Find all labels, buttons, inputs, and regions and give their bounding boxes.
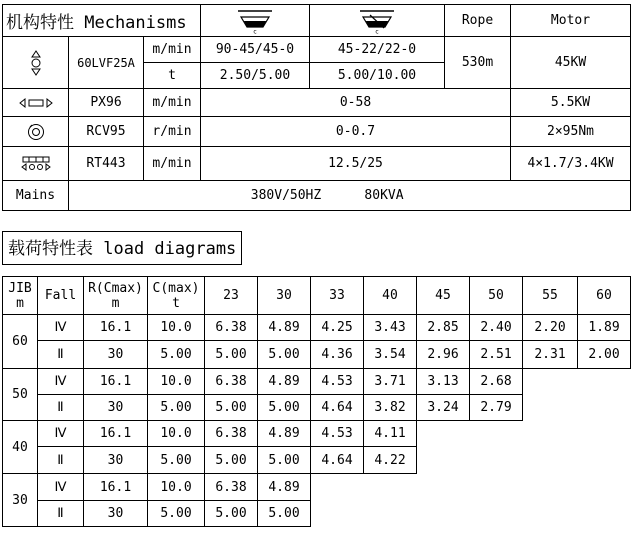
jib-value: 50 (12, 387, 28, 402)
slewing-icon (3, 117, 68, 146)
load-value: 5.00 (215, 452, 247, 468)
svg-text:c: c (253, 28, 257, 34)
load-value: 5.00 (215, 347, 247, 362)
hoist-load-unit: t (168, 68, 176, 83)
jib-value: 30 (12, 492, 28, 508)
c-max-value: 5.00 (160, 452, 192, 468)
load-value: 5.00 (268, 400, 300, 415)
load-value: 4.89 (268, 479, 300, 495)
c-max-value: 10.0 (160, 479, 192, 495)
hoist-speed-unit: m/min (152, 42, 192, 57)
fall-value: Ⅱ (57, 400, 64, 415)
mains-voltage: 380V/50HZ (250, 188, 322, 203)
r-cmax-value: 30 (107, 506, 124, 521)
hoist-speed-1: 90-45/45-0 (215, 42, 295, 57)
fall-value: Ⅳ (54, 320, 67, 335)
slewing-value: 0-0.7 (335, 124, 376, 139)
rope-header: Rope (461, 13, 494, 28)
hoist-speed-icon-2 (310, 5, 444, 36)
load-value: 4.64 (321, 452, 353, 468)
load-value: 2.85 (427, 320, 459, 335)
svg-text:c: c (375, 28, 379, 34)
load-value: 4.22 (374, 452, 406, 468)
travel-motor: 4×1.7/3.4KW (527, 156, 614, 171)
radius-header: 40 (382, 288, 398, 303)
c-max-value: 10.0 (160, 426, 192, 441)
load-value: 2.31 (534, 347, 566, 362)
hoist-load-2: 5.00/10.00 (337, 68, 417, 83)
hoist-model: 60LVF25A (77, 55, 135, 70)
radius-header: 45 (435, 288, 451, 303)
r-cmax-value: 30 (107, 347, 124, 362)
load-value: 4.53 (321, 426, 353, 441)
fall-value: Ⅱ (57, 506, 64, 521)
c-max-header-line-1: C(max) (152, 280, 200, 296)
jib-header-line-2: m (16, 295, 24, 311)
c-max-header-line-2: t (172, 295, 180, 311)
travel-value: 12.5/25 (328, 156, 383, 171)
radius-header: 23 (223, 288, 239, 303)
load-value: 3.24 (427, 400, 459, 415)
load-value: 4.89 (268, 426, 300, 441)
slewing-model: RCV95 (86, 124, 126, 139)
c-max-value: 10.0 (160, 320, 192, 335)
load-value: 5.00 (215, 400, 247, 415)
c-max-header (148, 277, 204, 314)
r-cmax-value: 16.1 (99, 320, 132, 335)
jib-header-line-1: JIB (8, 280, 32, 296)
radius-header: 55 (542, 288, 558, 303)
load-value: 4.11 (374, 426, 406, 441)
fall-value: Ⅳ (54, 426, 67, 441)
jib-value: 40 (12, 439, 28, 455)
fall-value: Ⅳ (54, 374, 67, 389)
r-cmax-header-line-2: m (111, 295, 120, 311)
trolley-model: PX96 (90, 95, 122, 110)
c-max-value: 10.0 (160, 374, 192, 389)
travel-unit: m/min (152, 156, 192, 171)
hoist-rope: 530m (461, 55, 494, 70)
hoist-speed-2: 45-22/22-0 (337, 42, 417, 57)
load-value: 4.89 (268, 374, 300, 389)
radius-header: 50 (488, 288, 504, 303)
hoist-motor: 45KW (554, 55, 587, 70)
travel-icon (3, 147, 68, 180)
fall-value: Ⅱ (57, 452, 64, 468)
load-value: 4.53 (321, 374, 353, 389)
load-value: 6.38 (215, 479, 247, 495)
load-value: 6.38 (215, 320, 247, 335)
load-value: 3.54 (374, 347, 406, 362)
r-cmax-value: 30 (107, 452, 124, 468)
jib-header (3, 277, 37, 314)
load-value: 2.20 (534, 320, 566, 335)
fall-header: Fall (44, 288, 77, 303)
hoist-speed-icon-1 (201, 5, 309, 36)
travel-model: RT443 (86, 156, 126, 171)
radius-header: 33 (329, 288, 345, 303)
trolley-motor: 5.5KW (550, 95, 591, 110)
c-max-value: 5.00 (160, 400, 192, 415)
jib-value: 60 (12, 334, 28, 349)
hoist-icon (3, 37, 68, 88)
r-cmax-value: 16.1 (99, 479, 132, 495)
load-value: 1.89 (588, 320, 620, 335)
mechanisms-title: 机构特性 Mechanisms (6, 13, 187, 33)
fall-value: Ⅱ (57, 347, 64, 362)
radius-header: 30 (276, 288, 292, 303)
load-value: 5.00 (268, 506, 300, 521)
mains-power: 80KVA (364, 188, 404, 203)
load-value: 4.89 (268, 320, 300, 335)
radius-header: 60 (596, 288, 612, 303)
c-max-value: 5.00 (160, 506, 192, 521)
trolley-unit: m/min (152, 95, 192, 110)
load-value: 5.00 (215, 506, 247, 521)
r-cmax-value: 30 (107, 400, 124, 415)
slewing-motor: 2×95Nm (547, 124, 594, 139)
trolley-icon (3, 89, 68, 116)
r-cmax-value: 16.1 (99, 374, 132, 389)
c-max-value: 5.00 (160, 347, 192, 362)
load-value: 2.68 (480, 374, 512, 389)
slewing-unit: r/min (152, 124, 192, 139)
load-value: 6.38 (215, 374, 247, 389)
load-value: 2.51 (480, 347, 512, 362)
r-cmax-header-line-1: R(Cmax) (88, 280, 143, 296)
hoist-load-1: 2.50/5.00 (219, 68, 291, 83)
load-value: 4.36 (321, 347, 353, 362)
load-value: 3.71 (374, 374, 406, 389)
load-value: 5.00 (268, 452, 300, 468)
load-value: 3.43 (374, 320, 406, 335)
load-value: 6.38 (215, 426, 247, 441)
load-value: 2.79 (480, 400, 512, 415)
load-value: 2.96 (427, 347, 459, 362)
load-title: 载荷特性表 load diagrams (2, 231, 242, 265)
r-cmax-header (84, 277, 147, 314)
load-value: 3.13 (427, 374, 459, 389)
load-value: 2.40 (480, 320, 512, 335)
mains-label: Mains (15, 188, 56, 203)
load-value: 4.64 (321, 400, 353, 415)
r-cmax-value: 16.1 (99, 426, 132, 441)
load-value: 5.00 (268, 347, 300, 362)
load-value: 2.00 (588, 347, 620, 362)
load-value: 4.25 (321, 320, 353, 335)
motor-header: Motor (550, 13, 591, 28)
trolley-value: 0-58 (339, 95, 372, 110)
fall-value: Ⅳ (54, 479, 67, 495)
load-value: 3.82 (374, 400, 406, 415)
